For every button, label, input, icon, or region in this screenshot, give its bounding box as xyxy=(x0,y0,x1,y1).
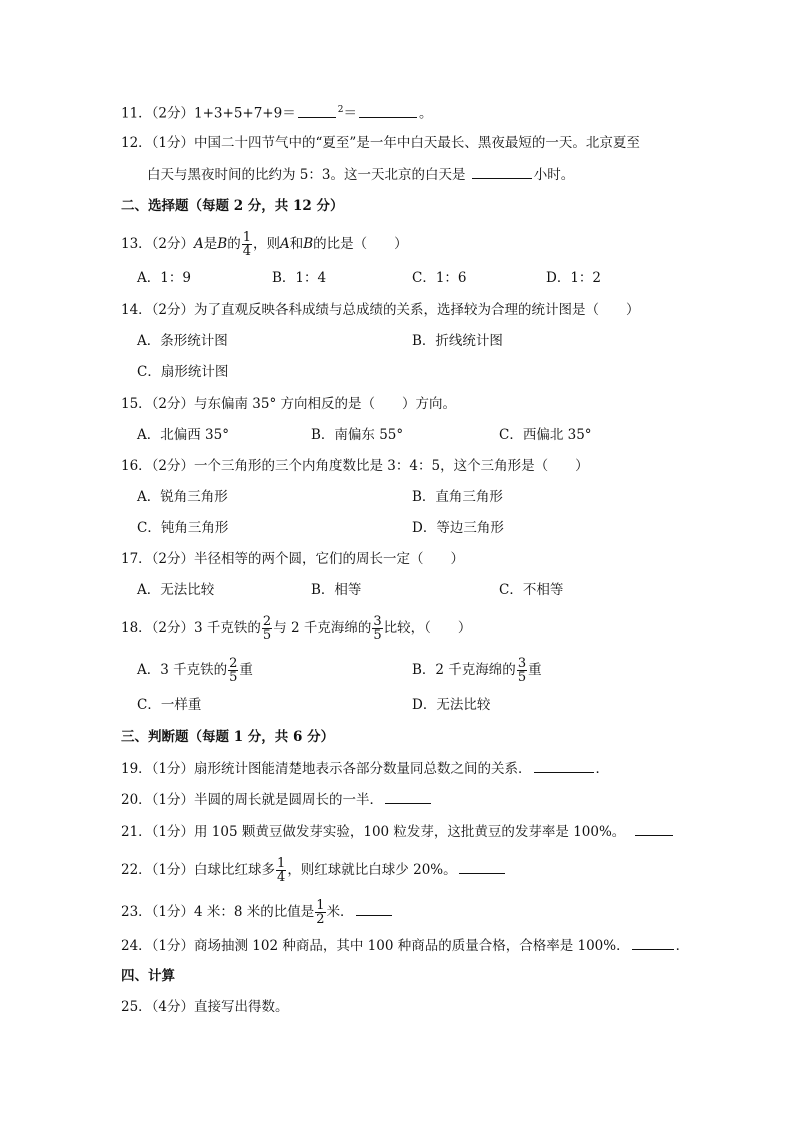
option-c[interactable]: C．1：6 xyxy=(412,270,467,286)
text: ，则 xyxy=(252,236,280,252)
question-12-unit: 小时。 xyxy=(533,167,575,183)
fraction xyxy=(242,231,252,258)
option-a-text: A．3 千克铁的 xyxy=(137,662,228,678)
question-18 xyxy=(121,615,471,642)
answer-blank[interactable] xyxy=(472,164,532,179)
numerator: 2 xyxy=(262,614,272,629)
answer-blank[interactable] xyxy=(356,901,392,916)
denominator: 5 xyxy=(373,628,382,643)
option-b[interactable]: B．折线统计图 xyxy=(412,333,503,349)
var-b: B xyxy=(303,236,314,252)
question-15: 15．（2分）与东偏南 35° 方向相反的是（ ）方向。 xyxy=(121,396,457,412)
question-22-end: ，则红球就比白球少 20%。 xyxy=(287,862,457,878)
text: 比较，（ ） xyxy=(383,620,472,636)
question-20-text: 20．（1分）半圆的周长就是圆周长的一半． xyxy=(121,792,384,808)
question-22 xyxy=(121,857,507,884)
option-c[interactable]: C．钝角三角形 xyxy=(137,520,229,536)
answer-blank[interactable] xyxy=(298,103,336,118)
question-25: 25．（4分）直接写出得数。 xyxy=(121,999,289,1015)
fraction xyxy=(315,899,325,926)
text: 的比是（ ） xyxy=(313,236,408,252)
question-12-line-1: 12．（1分）中国二十四节气中的“夏至”是一年中白天最长、黑夜最短的一天。北京夏至 xyxy=(121,135,640,151)
option-a-end: 重 xyxy=(239,662,253,678)
answer-blank[interactable] xyxy=(459,859,505,874)
question-12-text: 白天与黑夜时间的比约为 5：3。这一天北京的白天是 xyxy=(147,167,466,183)
question-24 xyxy=(121,935,689,956)
option-a[interactable]: A．锐角三角形 xyxy=(137,489,228,505)
question-23-text: 23．（1分）4 米：8 米的比值是 xyxy=(121,904,315,920)
option-b[interactable]: B．1：4 xyxy=(272,270,327,286)
denominator: 4 xyxy=(242,244,251,259)
fraction xyxy=(228,657,238,684)
period: ． xyxy=(595,761,610,777)
option-a[interactable]: A．条形统计图 xyxy=(137,333,228,349)
question-23 xyxy=(121,899,394,926)
question-24-text: 24．（1分）商场抽测 102 种商品，其中 100 种商品的质量合格，合格率是 100%． xyxy=(121,938,630,954)
option-c[interactable]: C．一样重 xyxy=(137,697,202,713)
option-b[interactable]: B．南偏东 55° xyxy=(311,427,404,443)
question-11-text: 11．（2分）1+3+5+7+9＝ xyxy=(121,105,296,122)
numerator: 3 xyxy=(517,656,527,671)
question-21-text: 21．（1分）用 105 颗黄豆做发芽实验，100 粒发芽，这批黄豆的发芽率是 100%。 xyxy=(121,824,626,840)
option-c[interactable]: C．扇形统计图 xyxy=(137,364,229,380)
fraction xyxy=(517,657,527,684)
numerator: 3 xyxy=(373,614,382,629)
denominator: 5 xyxy=(262,628,272,643)
option-c[interactable]: C．西偏北 35° xyxy=(499,427,592,443)
option-a[interactable] xyxy=(137,657,253,684)
fraction xyxy=(372,615,382,642)
section-3-heading: 三、判断题（每题 1 分，共 6 分） xyxy=(121,729,335,745)
option-c[interactable]: C．不相等 xyxy=(499,582,564,598)
question-19 xyxy=(121,758,609,779)
option-d[interactable]: D．等边三角形 xyxy=(412,520,504,536)
period: ． xyxy=(675,938,690,954)
var-b: B xyxy=(217,236,228,252)
option-a[interactable]: A．1：9 xyxy=(137,270,191,286)
option-b[interactable]: B．直角三角形 xyxy=(412,489,503,505)
denominator: 5 xyxy=(517,670,527,685)
question-19-text: 19．（1分）扇形统计图能清楚地表示各部分数量同总数之间的关系． xyxy=(121,761,532,777)
numerator: 1 xyxy=(277,856,286,871)
answer-blank[interactable] xyxy=(635,821,673,836)
fraction xyxy=(276,857,286,884)
option-a[interactable]: A．北偏西 35° xyxy=(137,427,229,443)
question-23-end: 米． xyxy=(326,904,354,920)
denominator: 4 xyxy=(277,870,286,885)
answer-blank[interactable] xyxy=(632,935,674,950)
equals: ＝ xyxy=(343,105,357,122)
question-16: 16．（2分）一个三角形的三个内角度数比是 3：4：5，这个三角形是（ ） xyxy=(121,458,589,474)
numerator: 2 xyxy=(229,656,238,671)
question-13 xyxy=(121,231,408,258)
question-20 xyxy=(121,789,433,810)
question-18-text: 18．（2分）3 千克铁的 xyxy=(121,620,261,636)
denominator: 5 xyxy=(229,670,238,685)
option-b-text: B．2 千克海绵的 xyxy=(412,662,516,678)
question-17: 17．（2分）半径相等的两个圆，它们的周长一定（ ） xyxy=(121,551,465,567)
numerator: 1 xyxy=(242,230,251,245)
question-11 xyxy=(121,100,432,124)
question-22-text: 22．（1分）白球比红球多 xyxy=(121,862,276,878)
option-a[interactable]: A．无法比较 xyxy=(137,582,215,598)
var-a: A xyxy=(194,236,204,252)
question-13-number: 13．（2分） xyxy=(121,236,195,252)
question-12-line-2 xyxy=(147,164,574,185)
question-14: 14．（2分）为了直观反映各科成绩与总成绩的关系，选择较为合理的统计图是（ ） xyxy=(121,302,640,318)
section-2-heading: 二、选择题（每题 2 分，共 12 分） xyxy=(121,198,344,214)
text: 是 xyxy=(203,236,218,252)
question-21 xyxy=(121,821,675,842)
answer-blank[interactable] xyxy=(385,789,431,804)
period: 。 xyxy=(418,105,433,122)
superscript: 2 xyxy=(337,105,344,115)
fraction xyxy=(262,615,272,642)
answer-blank[interactable] xyxy=(534,758,594,773)
option-d[interactable]: D．无法比较 xyxy=(412,697,491,713)
denominator: 2 xyxy=(316,912,325,927)
text: 和 xyxy=(289,236,304,252)
text: 与 2 千克海绵的 xyxy=(273,620,372,636)
option-b-end: 重 xyxy=(528,662,542,678)
option-d[interactable]: D．1：2 xyxy=(546,270,602,286)
option-b[interactable] xyxy=(412,657,542,684)
numerator: 1 xyxy=(316,898,325,913)
text: 的 xyxy=(227,236,241,252)
var-a: A xyxy=(279,236,290,252)
option-b[interactable]: B．相等 xyxy=(311,582,362,598)
answer-blank[interactable] xyxy=(359,103,417,118)
section-4-heading: 四、计算 xyxy=(121,968,175,984)
